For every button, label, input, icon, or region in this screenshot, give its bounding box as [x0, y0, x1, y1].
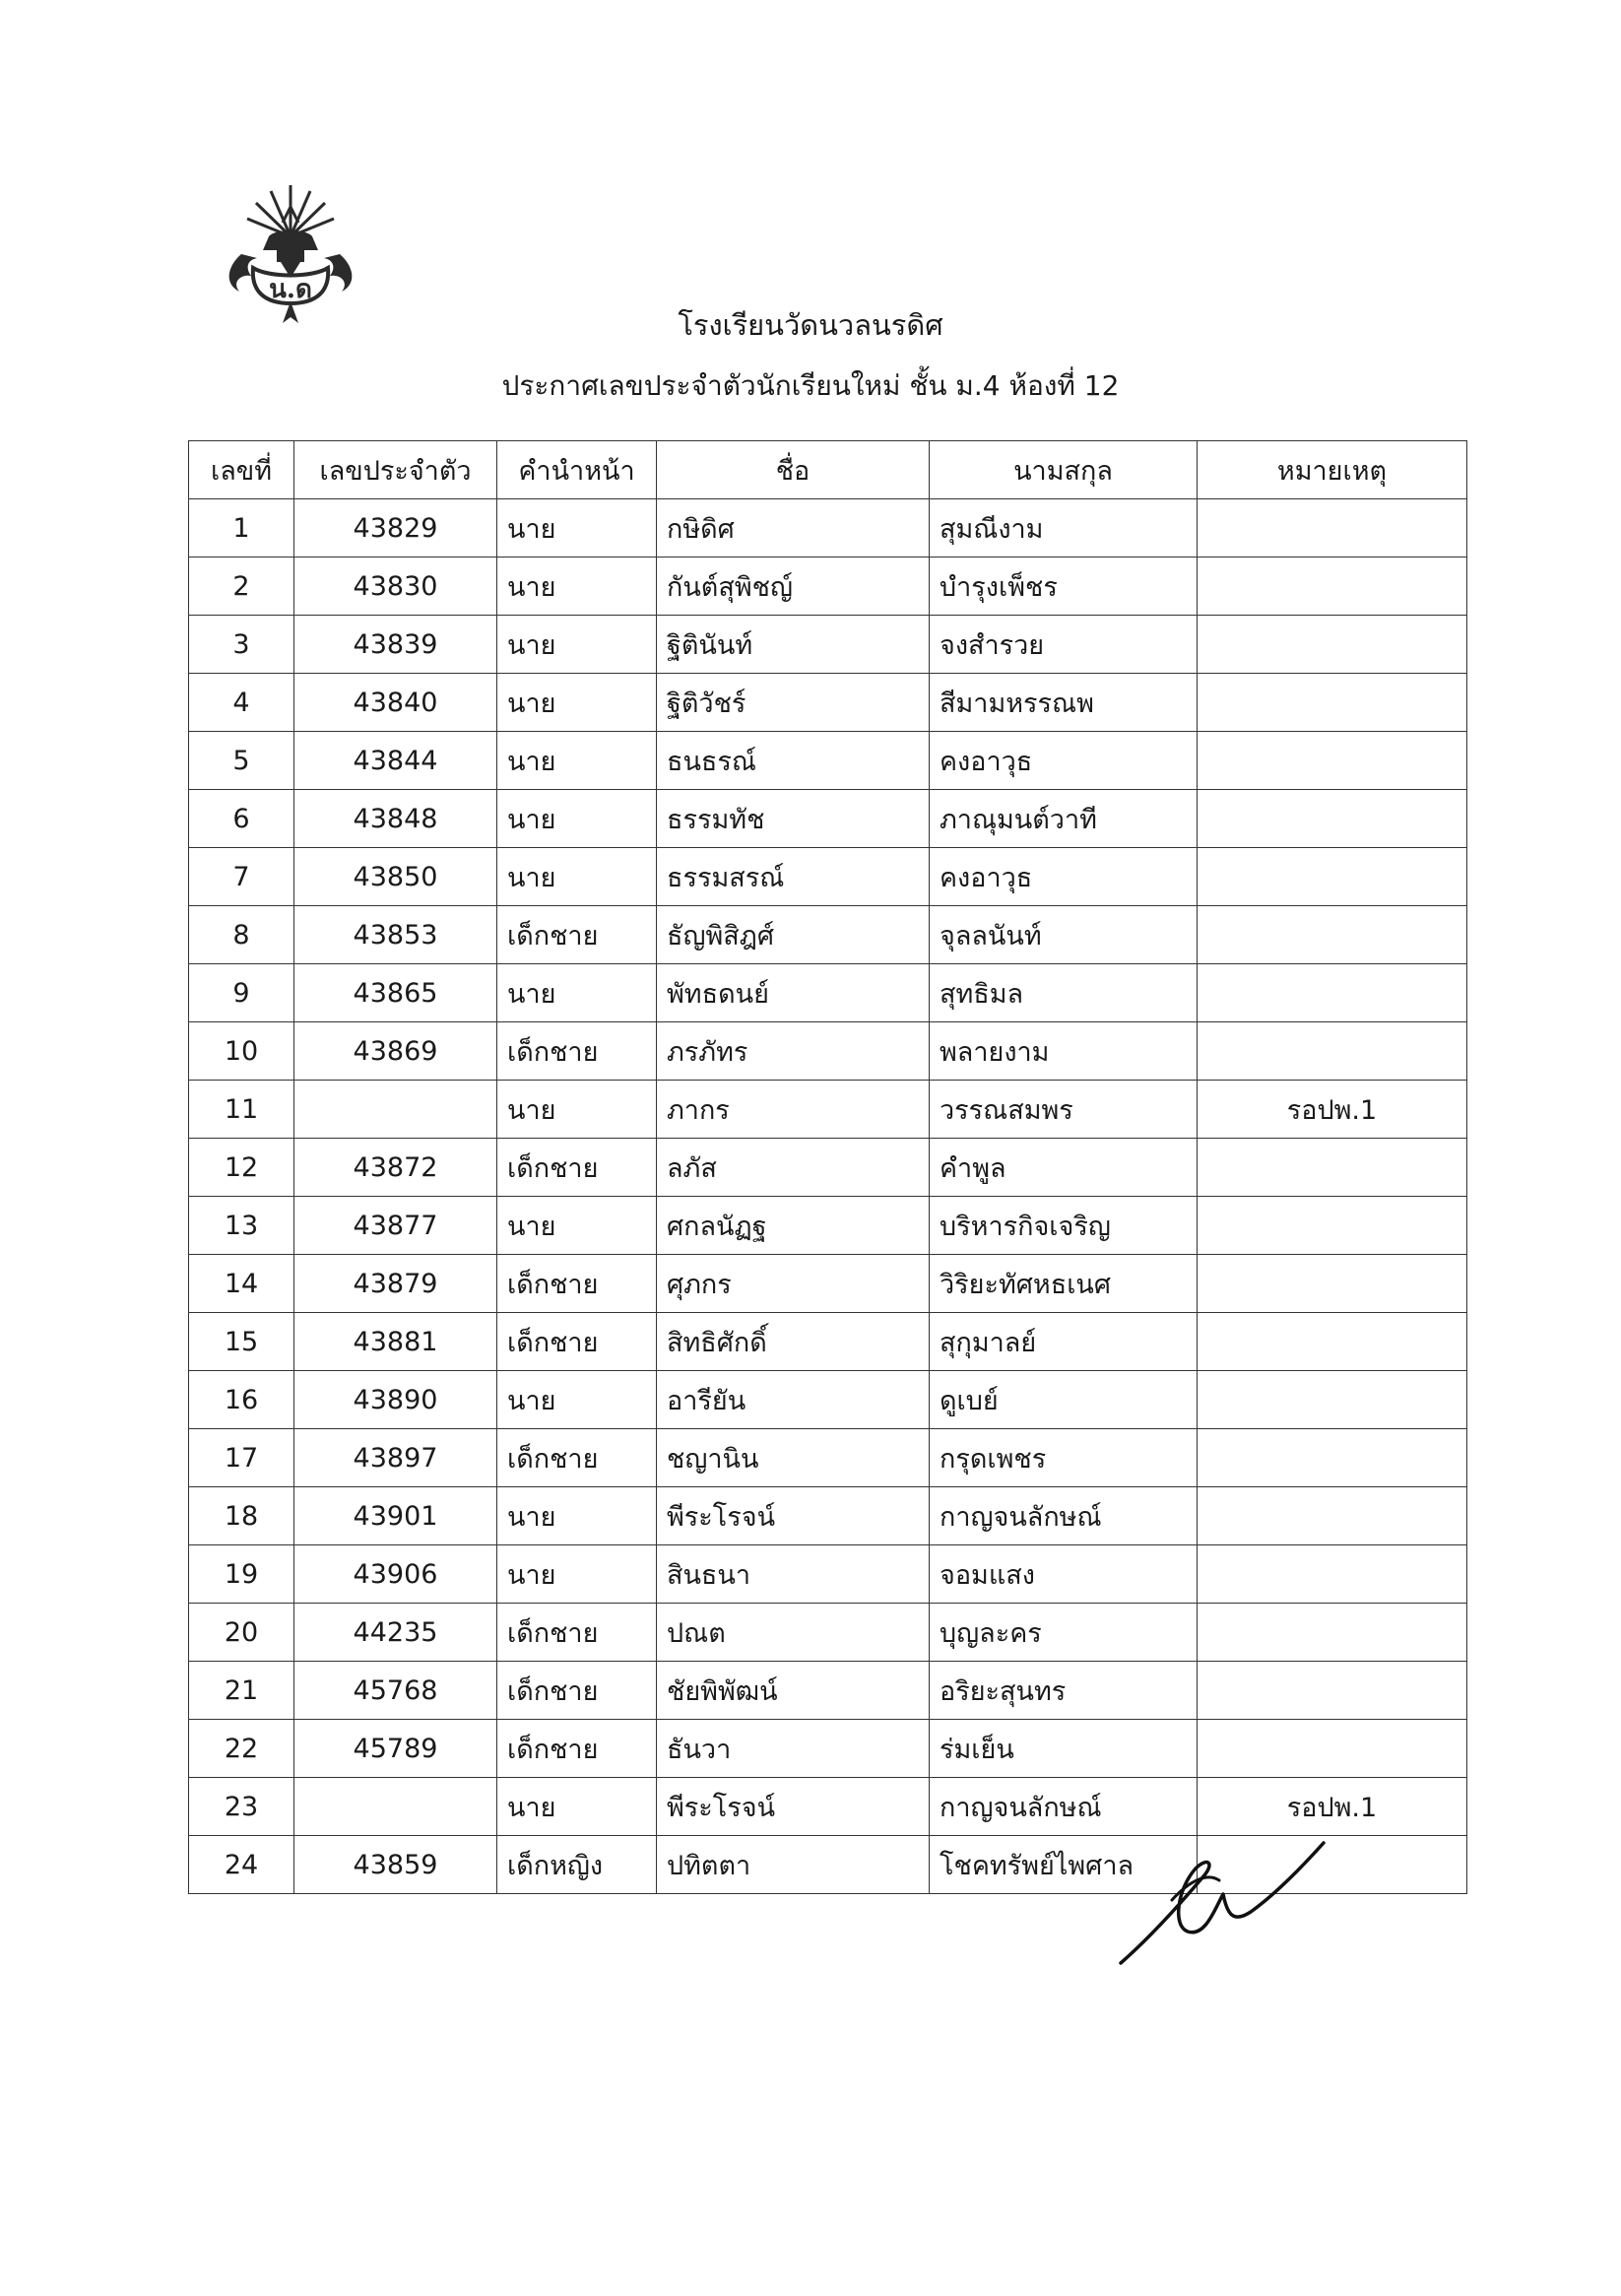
cell-last-name: คงอาวุธ [930, 848, 1198, 906]
cell-number: 21 [189, 1662, 294, 1720]
cell-first-name: ธัญพิสิฎศ์ [657, 906, 930, 964]
cell-number: 24 [189, 1836, 294, 1894]
cell-student-id: 43906 [294, 1545, 497, 1604]
cell-prefix: เด็กชาย [497, 1429, 657, 1487]
table-row [189, 1022, 1467, 1081]
cell-first-name: ปทิตตา [657, 1836, 930, 1894]
cell-first-name: สิทธิศักดิ์ [657, 1313, 930, 1371]
column-header-number: เลขที่ [189, 441, 294, 499]
cell-number: 20 [189, 1604, 294, 1662]
student-roster-table [188, 440, 1467, 1894]
cell-prefix: เด็กชาย [497, 1662, 657, 1720]
cell-last-name: กาญจนลักษณ์ [930, 1778, 1198, 1836]
cell-student-id: 43881 [294, 1313, 497, 1371]
column-header-last-name: นามสกุล [930, 441, 1198, 499]
cell-last-name: บุญละคร [930, 1604, 1198, 1662]
cell-number: 17 [189, 1429, 294, 1487]
cell-number: 6 [189, 790, 294, 848]
cell-prefix: นาย [497, 1081, 657, 1139]
cell-student-id: 43872 [294, 1139, 497, 1197]
cell-prefix: เด็กชาย [497, 1313, 657, 1371]
cell-remarks [1198, 964, 1467, 1022]
logo-lettering: น.ด [269, 275, 312, 304]
cell-student-id [294, 1081, 497, 1139]
cell-first-name: พีระโรจน์ [657, 1487, 930, 1545]
table-row [189, 616, 1467, 674]
school-name: โรงเรียนวัดนวลนรดิศ [678, 308, 943, 342]
column-header-student-id: เลขประจำตัว [294, 441, 497, 499]
cell-remarks [1198, 732, 1467, 790]
cell-student-id: 43853 [294, 906, 497, 964]
cell-student-id: 43869 [294, 1022, 497, 1081]
table-row [189, 1197, 1467, 1255]
cell-student-id: 43839 [294, 616, 497, 674]
cell-remarks [1198, 616, 1467, 674]
cell-last-name: ภาณุมนต์วาที [930, 790, 1198, 848]
cell-remarks [1198, 1139, 1467, 1197]
cell-prefix: นาย [497, 1487, 657, 1545]
cell-last-name: สีมามหรรณพ [930, 674, 1198, 732]
cell-student-id: 43865 [294, 964, 497, 1022]
table-row [189, 1662, 1467, 1720]
cell-number: 18 [189, 1487, 294, 1545]
cell-number: 5 [189, 732, 294, 790]
cell-last-name: วรรณสมพร [930, 1081, 1198, 1139]
cell-number: 12 [189, 1139, 294, 1197]
cell-number: 19 [189, 1545, 294, 1604]
cell-number: 10 [189, 1022, 294, 1081]
cell-last-name: จงสำรวย [930, 616, 1198, 674]
cell-last-name: อริยะสุนทร [930, 1662, 1198, 1720]
cell-prefix: นาย [497, 1545, 657, 1604]
cell-student-id: 43901 [294, 1487, 497, 1545]
cell-number: 13 [189, 1197, 294, 1255]
cell-number: 16 [189, 1371, 294, 1429]
cell-remarks [1198, 499, 1467, 558]
cell-first-name: ฐิติวัชร์ [657, 674, 930, 732]
table-row [189, 674, 1467, 732]
table-row [189, 1139, 1467, 1197]
cell-remarks [1198, 1429, 1467, 1487]
cell-remarks [1198, 790, 1467, 848]
cell-last-name: สุทธิมล [930, 964, 1198, 1022]
table-row [189, 790, 1467, 848]
cell-first-name: กษิดิศ [657, 499, 930, 558]
cell-student-id: 43879 [294, 1255, 497, 1313]
cell-remarks [1198, 1604, 1467, 1662]
cell-last-name: บริหารกิจเจริญ [930, 1197, 1198, 1255]
cell-number: 11 [189, 1081, 294, 1139]
cell-first-name: ภรภัทร [657, 1022, 930, 1081]
cell-last-name: ดูเบย์ [930, 1371, 1198, 1429]
cell-student-id: 45768 [294, 1662, 497, 1720]
cell-remarks [1198, 1371, 1467, 1429]
cell-first-name: ภากร [657, 1081, 930, 1139]
cell-last-name: สุมณีงาม [930, 499, 1198, 558]
cell-first-name: ธรรมสรณ์ [657, 848, 930, 906]
cell-prefix: นาย [497, 1197, 657, 1255]
table-row [189, 1720, 1467, 1778]
table-row [189, 1545, 1467, 1604]
cell-number: 2 [189, 558, 294, 616]
cell-last-name: สุกุมาลย์ [930, 1313, 1198, 1371]
cell-first-name: ธรรมทัช [657, 790, 930, 848]
cell-last-name: กรุดเพชร [930, 1429, 1198, 1487]
cell-last-name: คงอาวุธ [930, 732, 1198, 790]
cell-last-name: วิริยะทัศหธเนศ [930, 1255, 1198, 1313]
cell-prefix: นาย [497, 1371, 657, 1429]
cell-first-name: ธนธรณ์ [657, 732, 930, 790]
cell-student-id: 43890 [294, 1371, 497, 1429]
cell-remarks [1198, 848, 1467, 906]
table-row [189, 558, 1467, 616]
cell-remarks [1198, 1197, 1467, 1255]
cell-first-name: สินธนา [657, 1545, 930, 1604]
cell-student-id: 43830 [294, 558, 497, 616]
cell-remarks [1198, 1313, 1467, 1371]
cell-remarks [1198, 1545, 1467, 1604]
cell-first-name: อารียัน [657, 1371, 930, 1429]
cell-last-name: คำพูล [930, 1139, 1198, 1197]
cell-remarks [1198, 1487, 1467, 1545]
cell-student-id: 43844 [294, 732, 497, 790]
cell-number: 1 [189, 499, 294, 558]
column-header-prefix: คำนำหน้า [497, 441, 657, 499]
table-row [189, 848, 1467, 906]
cell-last-name: บำรุงเพ็ชร [930, 558, 1198, 616]
table-row [189, 1371, 1467, 1429]
cell-prefix: เด็กหญิง [497, 1836, 657, 1894]
cell-first-name: พัทธดนย์ [657, 964, 930, 1022]
cell-last-name: กาญจนลักษณ์ [930, 1487, 1198, 1545]
cell-prefix: นาย [497, 558, 657, 616]
cell-number: 15 [189, 1313, 294, 1371]
table-row [189, 732, 1467, 790]
table-row [189, 906, 1467, 964]
cell-first-name: ฐิตินันท์ [657, 616, 930, 674]
cell-first-name: ชญานิน [657, 1429, 930, 1487]
table-row [189, 1429, 1467, 1487]
cell-remarks [1198, 1662, 1467, 1720]
cell-prefix: เด็กชาย [497, 1139, 657, 1197]
cell-number: 14 [189, 1255, 294, 1313]
cell-first-name: พีระโรจน์ [657, 1778, 930, 1836]
cell-student-id: 45789 [294, 1720, 497, 1778]
cell-student-id: 43850 [294, 848, 497, 906]
cell-remarks [1198, 558, 1467, 616]
cell-prefix: เด็กชาย [497, 1604, 657, 1662]
cell-number: 8 [189, 906, 294, 964]
cell-first-name: ปณต [657, 1604, 930, 1662]
cell-first-name: ลภัส [657, 1139, 930, 1197]
cell-remarks [1198, 906, 1467, 964]
column-header-remarks: หมายเหตุ [1198, 441, 1467, 499]
cell-prefix: นาย [497, 616, 657, 674]
cell-number: 22 [189, 1720, 294, 1778]
cell-last-name: พลายงาม [930, 1022, 1198, 1081]
cell-student-id [294, 1778, 497, 1836]
table-row [189, 964, 1467, 1022]
cell-prefix: นาย [497, 499, 657, 558]
cell-prefix: เด็กชาย [497, 1720, 657, 1778]
cell-prefix: นาย [497, 1778, 657, 1836]
table-row [189, 1081, 1467, 1139]
cell-last-name: จอมแสง [930, 1545, 1198, 1604]
table-header-row [189, 441, 1467, 499]
table-row [189, 499, 1467, 558]
cell-prefix: นาย [497, 848, 657, 906]
cell-first-name: ชัยพิพัฒน์ [657, 1662, 930, 1720]
cell-last-name: จุลลนันท์ [930, 906, 1198, 964]
cell-last-name: โชคทรัพย์ไพศาล [930, 1836, 1198, 1894]
cell-first-name: ศกลนัฏฐ [657, 1197, 930, 1255]
cell-student-id: 43877 [294, 1197, 497, 1255]
cell-student-id: 43848 [294, 790, 497, 848]
cell-first-name: ธันวา [657, 1720, 930, 1778]
cell-student-id: 43897 [294, 1429, 497, 1487]
cell-remarks [1198, 1255, 1467, 1313]
cell-number: 23 [189, 1778, 294, 1836]
cell-first-name: ศุภกร [657, 1255, 930, 1313]
cell-prefix: นาย [497, 790, 657, 848]
cell-number: 3 [189, 616, 294, 674]
cell-number: 7 [189, 848, 294, 906]
cell-number: 4 [189, 674, 294, 732]
cell-student-id: 44235 [294, 1604, 497, 1662]
cell-prefix: นาย [497, 732, 657, 790]
cell-prefix: นาย [497, 964, 657, 1022]
table-row [189, 1313, 1467, 1371]
table-row [189, 1487, 1467, 1545]
cell-student-id: 43829 [294, 499, 497, 558]
cell-remarks [1198, 674, 1467, 732]
announcement-title: ประกาศเลขประจำตัวนักเรียนใหม่ ชั้น ม.4 ห้องที่ 12 [501, 369, 1120, 402]
table-row [189, 1255, 1467, 1313]
cell-prefix: เด็กชาย [497, 1255, 657, 1313]
table-row [189, 1604, 1467, 1662]
cell-prefix: นาย [497, 674, 657, 732]
cell-remarks [1198, 1720, 1467, 1778]
cell-prefix: เด็กชาย [497, 906, 657, 964]
signature-mark [1113, 1817, 1329, 1975]
cell-prefix: เด็กชาย [497, 1022, 657, 1081]
cell-remarks: รอปพ.1 [1198, 1778, 1467, 1836]
cell-remarks: รอปพ.1 [1198, 1081, 1467, 1139]
cell-student-id: 43840 [294, 674, 497, 732]
cell-number: 9 [189, 964, 294, 1022]
cell-remarks [1198, 1022, 1467, 1081]
cell-student-id: 43859 [294, 1836, 497, 1894]
column-header-first-name: ชื่อ [657, 441, 930, 499]
cell-last-name: ร่มเย็น [930, 1720, 1198, 1778]
cell-first-name: กันต์สุพิชญ์ [657, 558, 930, 616]
